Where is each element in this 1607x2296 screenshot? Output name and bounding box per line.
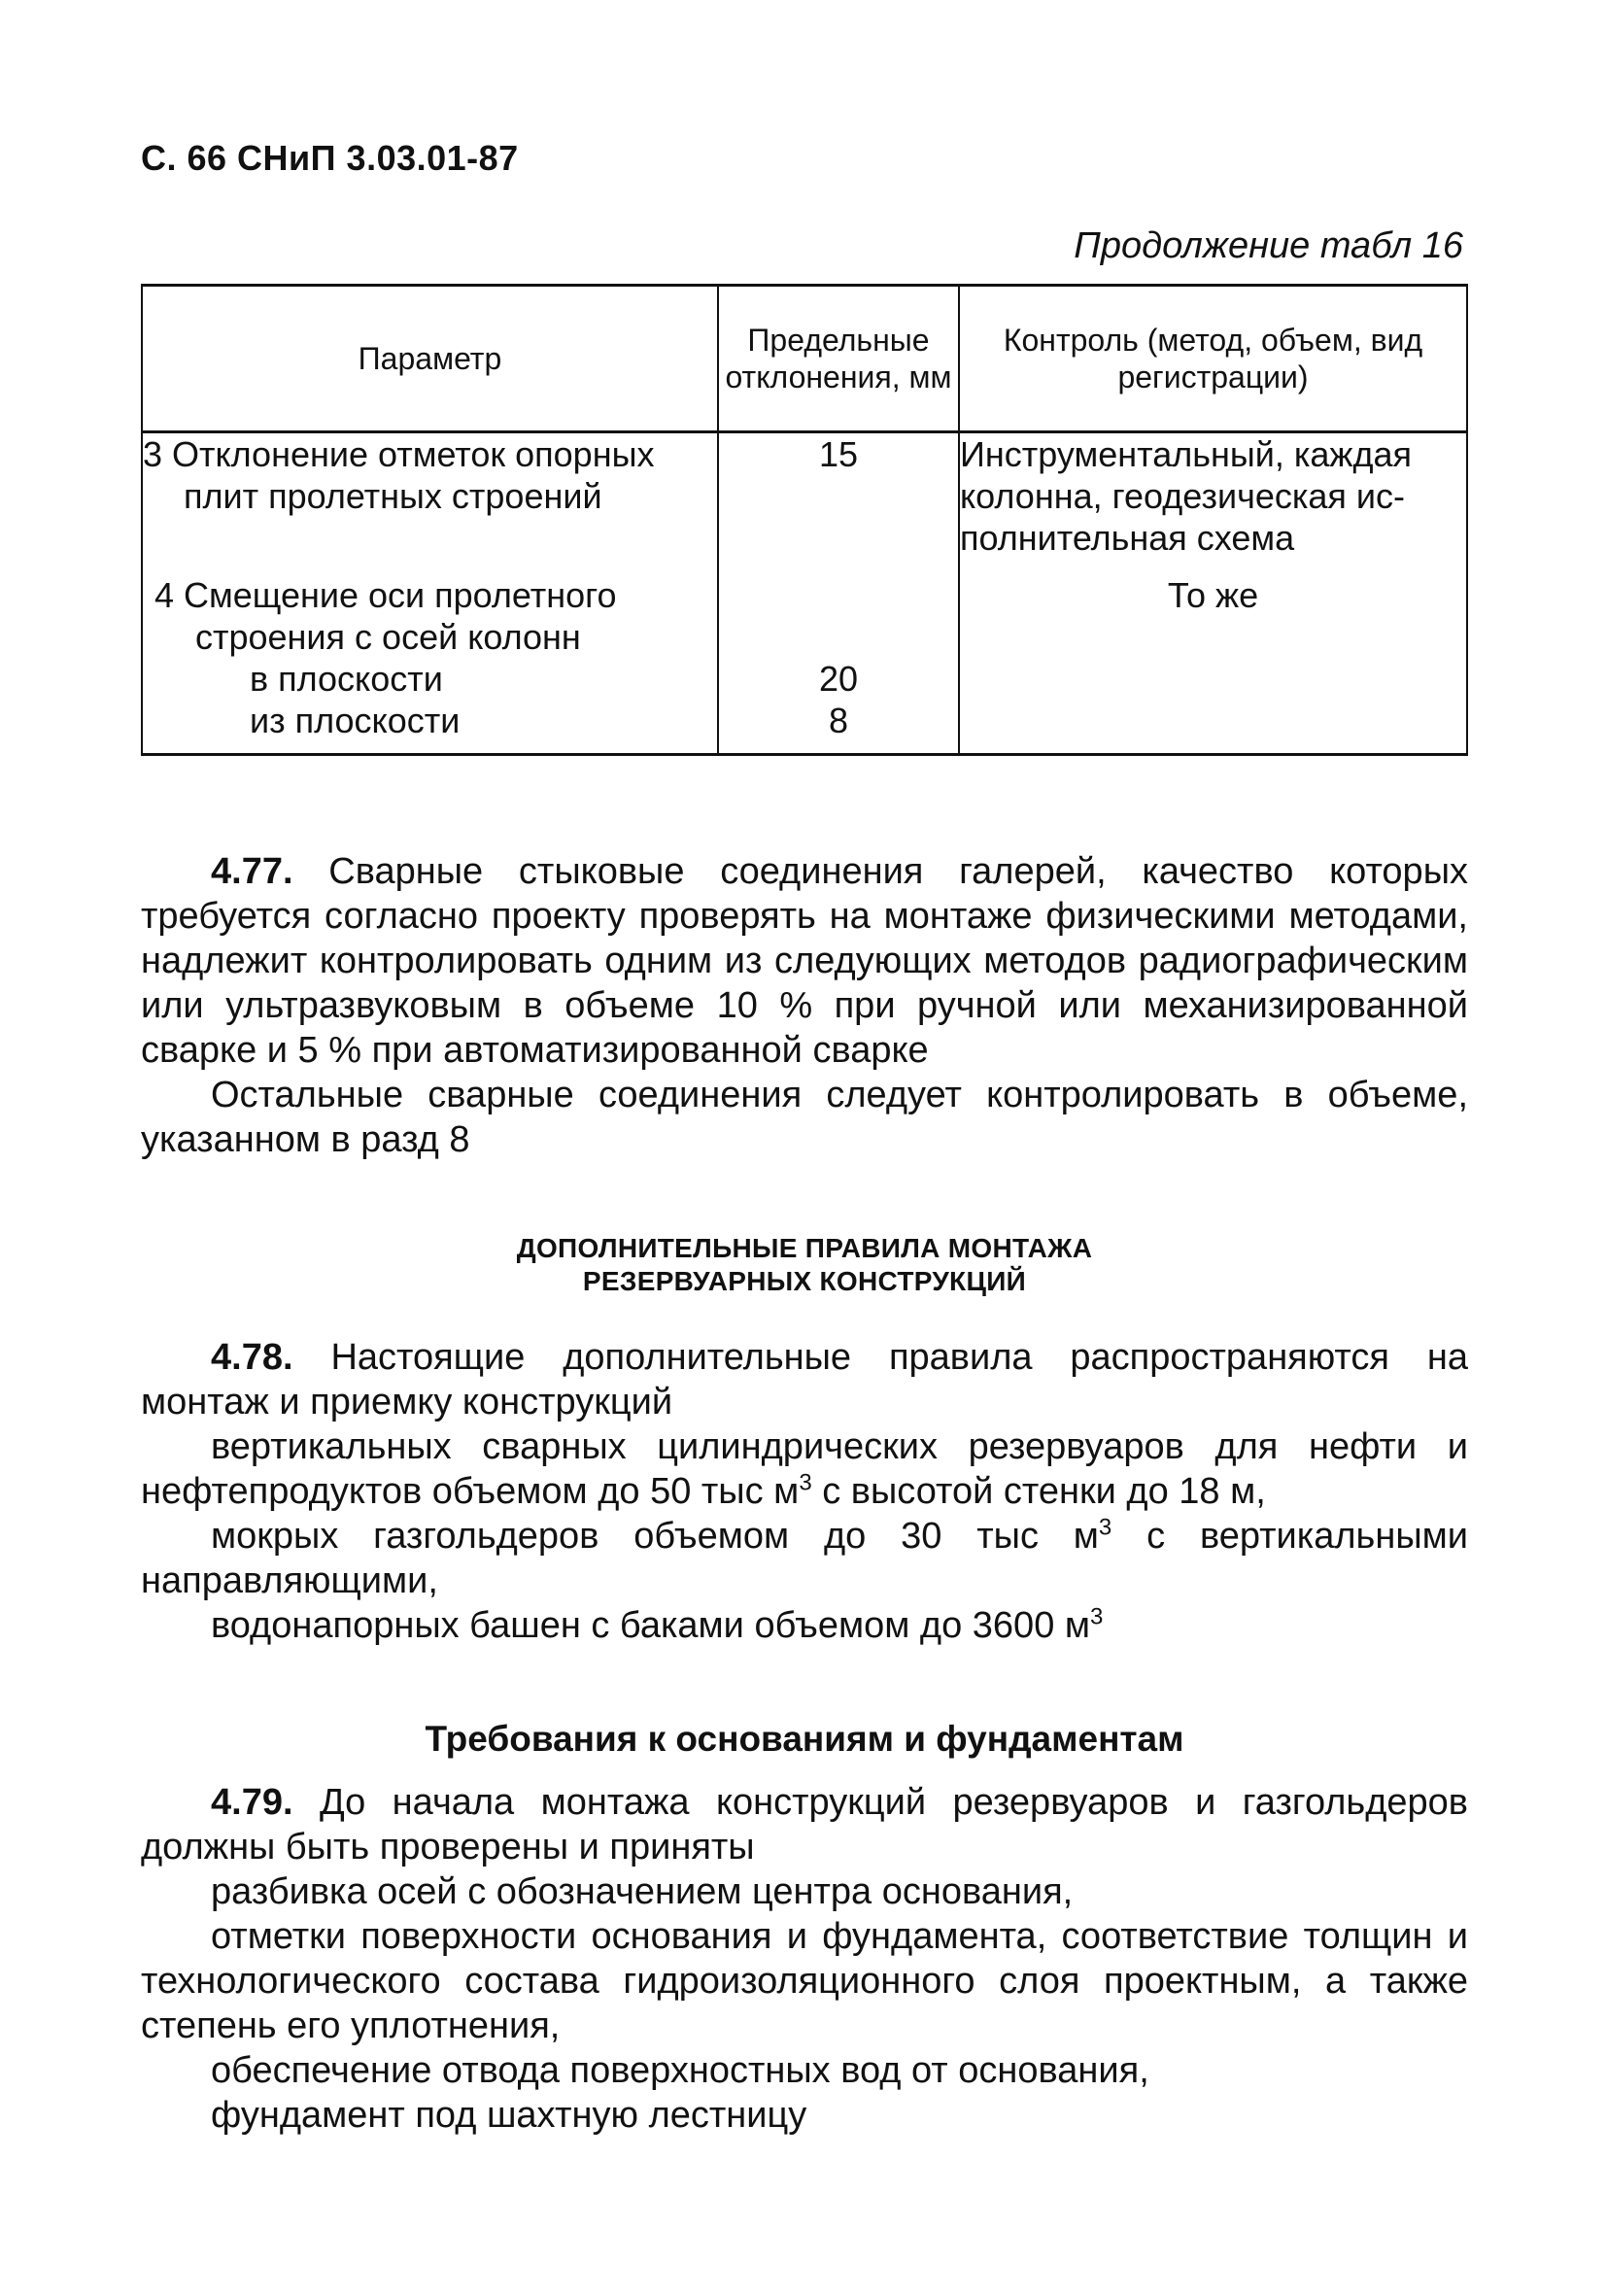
paragraph-4-77	[141, 849, 1468, 1162]
list-item: разбивка осей с обозначением центра основания,	[211, 1871, 1074, 1912]
sub-deviation: 20	[818, 659, 858, 699]
list-item: фундамент под шахтную лестницу	[211, 2095, 807, 2136]
subsection-heading: Требования к основаниям и фундаментам	[425, 1719, 1184, 1759]
param-line: строения с осей колонн	[195, 617, 581, 657]
running-head: С. 66 СНиП 3.03.01-87	[141, 138, 519, 178]
tolerance-table	[141, 284, 1468, 756]
control-line: полнительная схема	[960, 518, 1295, 558]
sub-param: в плоскости	[250, 659, 443, 699]
list-item: вертикальных сварных цилиндрических резервуаров для нефти и нефтепродуктов объемом до 50 тыс $м^3$ с высотой стенки до 18 м,	[141, 1426, 1468, 1512]
paragraph-text: Сварные стыковые соединения галерей, качество которых требуется согласно проекту проверять на монтаже физическими методами, надлежит контролировать одним из следующих методов радиографическим или ультразвуковым в объеме 10 % при ручной или механизированной сварке и 5 % при автоматизированной сварке	[141, 851, 1469, 1071]
paragraph-4-79	[141, 1780, 1468, 2138]
table-row	[142, 559, 1467, 755]
list-item: отметки поверхности основания и фундамента, соответствие толщин и технологического состава гидроизоляционного слоя проектным, а также степень его уплотнения,	[141, 1916, 1468, 2046]
param-line: 4 Смещение оси пролетного	[154, 575, 617, 615]
deviation-cell	[718, 559, 959, 755]
list-item: обеспечение отвода поверхностных вод от основания,	[211, 2050, 1149, 2091]
control-line: Инструментальный, каждая	[960, 434, 1413, 474]
control-cell	[959, 432, 1467, 560]
paragraph-4-78	[141, 1335, 1468, 1648]
sub-param: из плоскости	[250, 701, 461, 740]
control-cell: То же	[959, 559, 1467, 755]
table-caption: Продолжение табл 16	[1074, 225, 1463, 266]
paragraph-number: 4.79.	[211, 1782, 293, 1823]
table-header-row	[142, 286, 1467, 432]
list-item: мокрых газгольдеров объемом до 30 тыс $м^3$ с вертикальными направляющими,	[141, 1514, 1469, 1601]
column-header-parameter: Параметр	[142, 286, 718, 432]
param-line: 3 Отклонение отметок опорных	[143, 434, 655, 474]
section-heading: ДОПОЛНИТЕЛЬНЫЕ ПРАВИЛА МОНТАЖА РЕЗЕРВУАРНЫХ КОНСТРУКЦИЙ	[516, 1233, 1093, 1296]
column-header-control: Контроль (метод, объем, вид регистрации)	[959, 286, 1467, 432]
row-number: 4	[154, 575, 175, 615]
column-header-deviation: Предельные отклонения, мм	[718, 286, 959, 432]
param-cell	[142, 559, 718, 755]
param-cell	[142, 432, 718, 560]
deviation-cell: 15	[718, 432, 959, 560]
paragraph-text: Остальные сварные соединения следует контролировать в объеме, указанном в разд 8	[141, 1075, 1468, 1160]
list-item: водонапорных башен с баками объемом до 3600 $м^3$	[211, 1603, 1104, 1646]
table-row	[142, 432, 1467, 560]
paragraph-number: 4.77.	[211, 851, 293, 892]
sub-deviation: 8	[828, 701, 848, 740]
paragraph-text: До начала монтажа конструкций резервуаров и газгольдеров должны быть проверены и приняты	[141, 1782, 1468, 1868]
param-line: плит пролетных строений	[184, 476, 602, 516]
row-number: 3	[143, 434, 163, 474]
control-line: колонна, геодезическая ис-	[960, 476, 1405, 516]
paragraph-text: Настоящие дополнительные правила распространяются на монтаж и приемку конструкций	[141, 1337, 1468, 1422]
paragraph-number: 4.78.	[211, 1337, 293, 1378]
